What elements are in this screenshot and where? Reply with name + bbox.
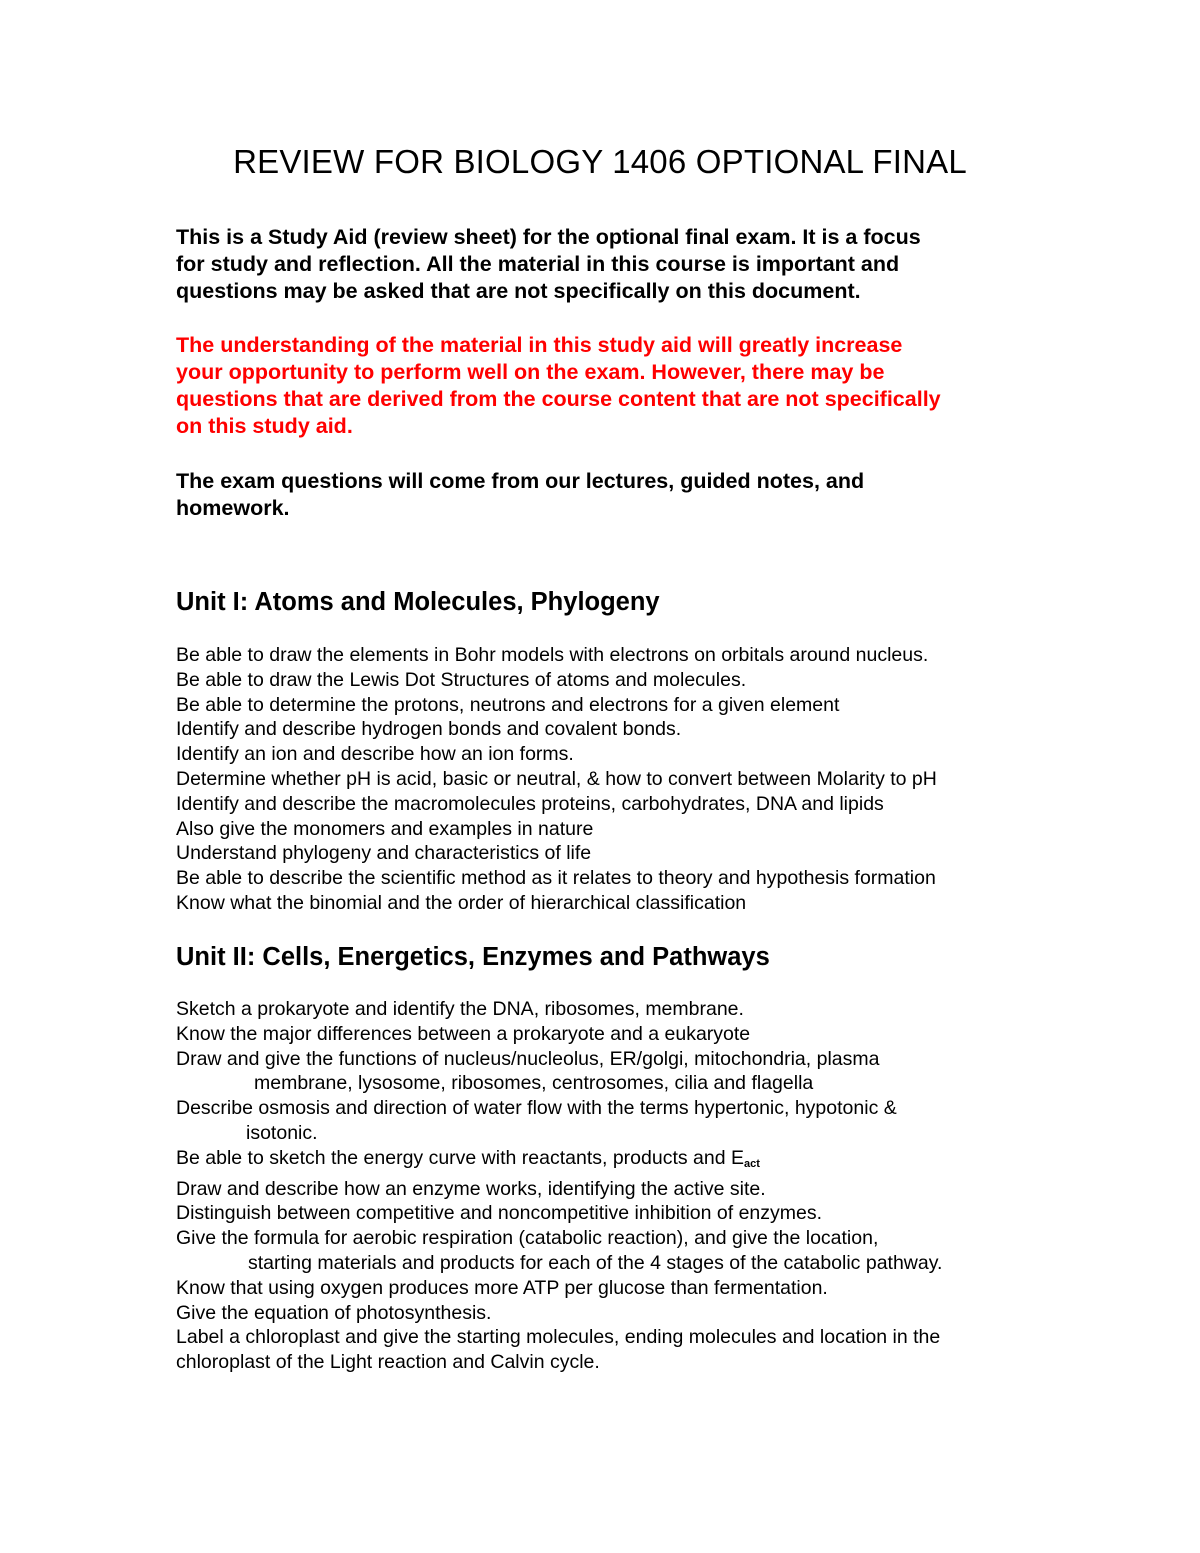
list-item: Identify and describe the macromolecules proteins, carbohydrates, DNA and lipids (176, 792, 884, 815)
list-item: Give the equation of photosynthesis. (176, 1301, 492, 1324)
list-item-text: Be able to sketch the energy curve with reactants, products and E (176, 1146, 744, 1169)
list-item: Sketch a prokaryote and identify the DNA, ribosomes, membrane. (176, 998, 744, 1020)
list-item: Understand phylogeny and characteristics of life (176, 842, 592, 865)
sources-line: homework. (176, 496, 290, 520)
warning-line: The understanding of the material in this study aid will greatly increase (176, 333, 903, 357)
list-item-continuation: starting materials and products for each of the 4 stages of the catabolic pathway. (248, 1251, 943, 1274)
activation-energy-subscript: act (744, 1157, 760, 1170)
list-item (176, 1047, 1056, 1097)
list-item (176, 1096, 1056, 1146)
sources-line: The exam questions will come from our lectures, guided notes, and (176, 469, 865, 493)
list-item: Distinguish between competitive and noncompetitive inhibition of enzymes. (176, 1202, 823, 1225)
list-item: Identify an ion and describe how an ion forms. (176, 743, 574, 766)
list-item: Identify and describe hydrogen bonds and covalent bonds. (176, 718, 682, 741)
intro-line: for study and reflection. All the material in this course is important and (176, 252, 900, 276)
list-item: Determine whether pH is acid, basic or neutral, & how to convert between Molarity to pH (176, 767, 937, 790)
list-item-text: Describe osmosis and direction of water flow with the terms hypertonic, hypotonic & (176, 1097, 897, 1120)
list-item: Know the major differences between a prokaryote and a eukaryote (176, 1022, 751, 1045)
sources-paragraph (176, 468, 1036, 522)
list-item-continuation: membrane, lysosome, ribosomes, centrosomes, cilia and flagella (254, 1072, 814, 1095)
list-item-continuation: isotonic. (246, 1121, 318, 1144)
list-item: Be able to describe the scientific method as it relates to theory and hypothesis formation (176, 867, 936, 890)
list-item (176, 1325, 1056, 1375)
warning-line: your opportunity to perform well on the exam. However, there may be (176, 360, 885, 384)
list-item: Be able to draw the elements in Bohr models with electrons on orbitals around nucleus. (176, 644, 929, 666)
list-item (176, 1226, 1056, 1276)
unit2-heading: Unit II: Cells, Energetics, Enzymes and Pathways (176, 943, 770, 971)
list-item: Be able to determine the protons, neutrons and electrons for a given element (176, 693, 840, 716)
warning-line: questions that are derived from the course content that are not specifically (176, 387, 941, 411)
warning-paragraph (176, 332, 1036, 440)
unit2-list (176, 997, 1056, 1375)
unit1-heading: Unit I: Atoms and Molecules, Phylogeny (176, 588, 660, 616)
list-item-text: Give the formula for aerobic respiration (catabolic reaction), and give the location, (176, 1227, 879, 1250)
list-item: Know that using oxygen produces more ATP per glucose than fermentation. (176, 1276, 828, 1299)
list-item (176, 1146, 1056, 1177)
list-item-text: Draw and give the functions of nucleus/nucleolus, ER/golgi, mitochondria, plasma (176, 1047, 880, 1070)
list-item-text: Label a chloroplast and give the starting molecules, ending molecules and location in the (176, 1326, 941, 1349)
list-item: Draw and describe how an enzyme works, identifying the active site. (176, 1177, 766, 1200)
list-item: Also give the monomers and examples in nature (176, 817, 594, 840)
list-item: Be able to draw the Lewis Dot Structures of atoms and molecules. (176, 668, 747, 691)
intro-line: questions may be asked that are not specifically on this document. (176, 279, 861, 303)
intro-paragraph (176, 224, 1036, 305)
list-item: Know what the binomial and the order of hierarchical classification (176, 891, 747, 914)
unit1-list (176, 643, 1056, 916)
warning-line: on this study aid. (176, 414, 353, 438)
list-item-continuation: chloroplast of the Light reaction and Calvin cycle. (176, 1351, 600, 1374)
intro-line: This is a Study Aid (review sheet) for the optional final exam. It is a focus (176, 225, 921, 249)
document-title: REVIEW FOR BIOLOGY 1406 OPTIONAL FINAL (233, 143, 967, 180)
